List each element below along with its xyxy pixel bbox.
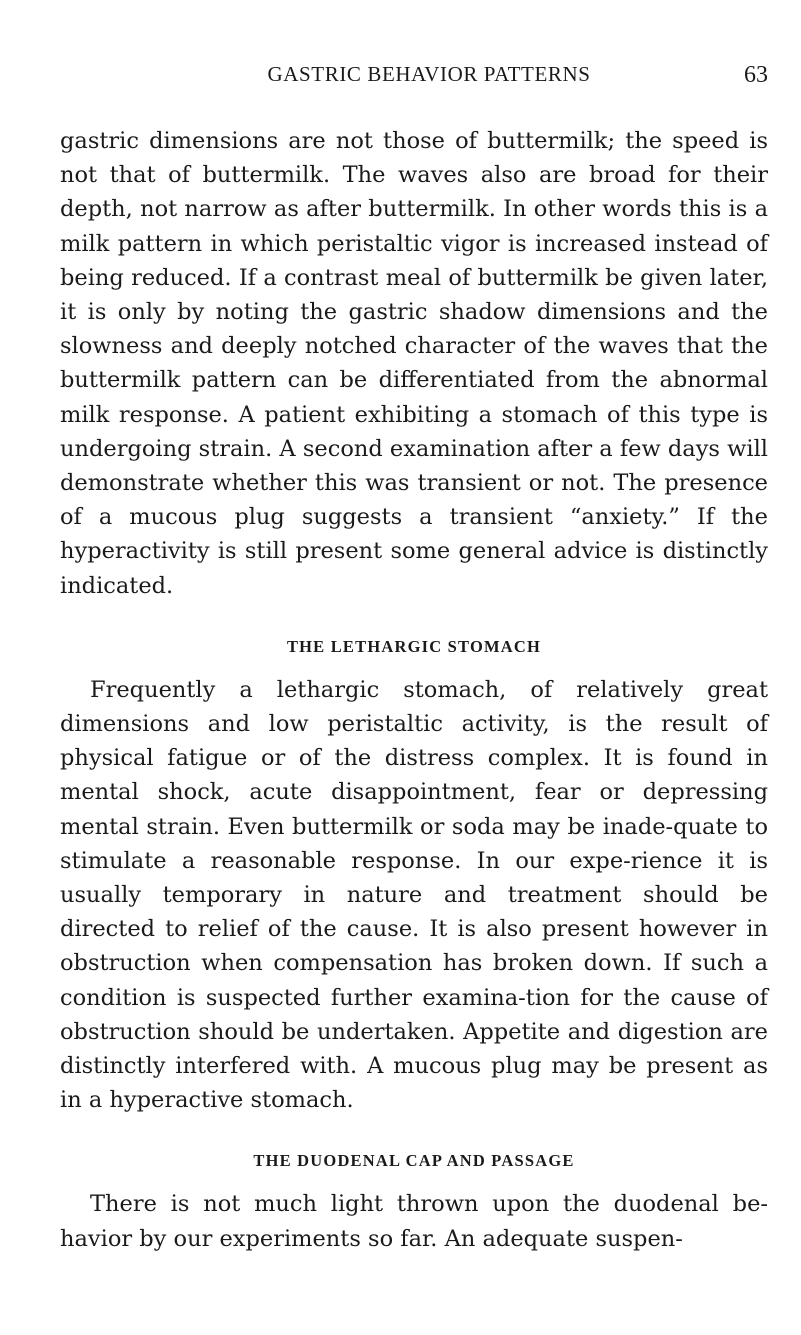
book-page: [60, 62, 768, 1256]
running-head: [60, 62, 768, 96]
section-heading-duodenal-cap: THE DUODENAL CAP AND PASSAGE: [253, 1151, 575, 1171]
paragraph-continued: gastric dimensions are not those of buttermilk; the speed is not that of buttermilk. The waves also are broad for their depth, not narrow as after buttermilk. In other words this is a milk pattern in which peristaltic vigor is increased instead of being reduced. If a contrast meal of buttermilk be given later, it is only by noting the gastric shadow dimensions and the slowness and deeply notched character of the waves that the buttermilk pattern can be differentiated from the abnormal milk response. A patient exhibiting a stomach of this type is undergoing strain. A second examination after a few days will demonstrate whether this was transient or not. The presence of a mucous plug suggests a transient “anxiety.” If the hyperactivity is still present some general advice is distinctly indicated.: [60, 128, 768, 599]
paragraph-lethargic-stomach: Frequently a lethargic stomach, of relatively great dimensions and low peristaltic activity, is the result of physical fatigue or of the distress complex. It is found in mental shock, acute disappointment, fear or depressing mental strain. Even buttermilk or soda may be inade-quate to stimulate a reasonable response. In our expe-rience it is usually temporary in nature and treatment should be directed to relief of the cause. It is also present however in obstruction when compensation has broken down. If such a condition is suspected further examina-tion for the cause of obstruction should be undertaken. Appetite and digestion are distinctly interfered with. A mucous plug may be present as in a hyperactive stomach.: [60, 676, 768, 1114]
running-title: GASTRIC BEHAVIOR PATTERNS: [267, 62, 591, 86]
paragraph-duodenal-cap: There is not much light thrown upon the duodenal be-havior by our experiments so far. An adequate suspen-: [60, 1191, 768, 1252]
section-heading-lethargic-stomach: THE LETHARGIC STOMACH: [286, 636, 542, 656]
page-number: 63: [744, 62, 768, 88]
